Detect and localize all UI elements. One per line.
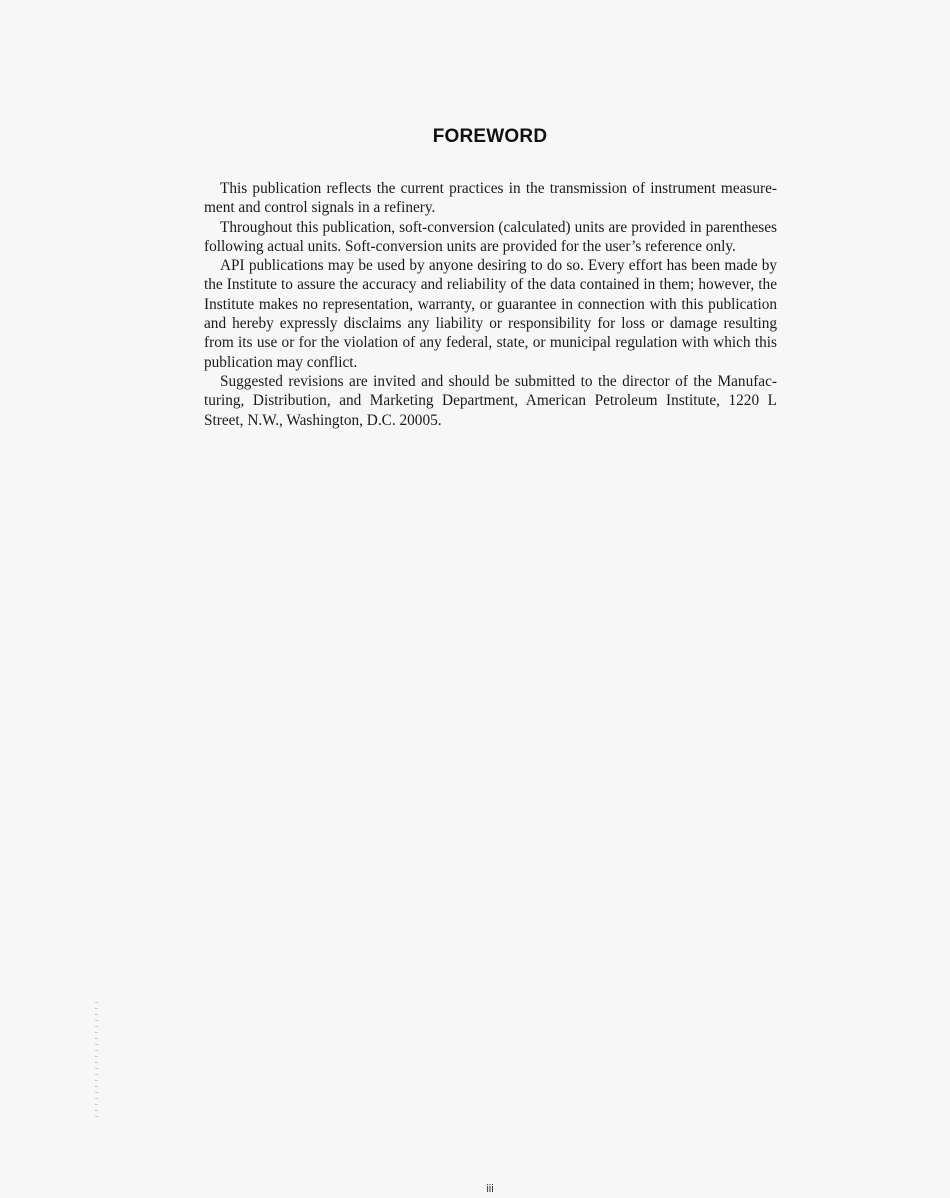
foreword-body	[204, 179, 777, 430]
paragraph-revisions: Suggested revisions are invited and should be submitted to the director of the Manufacturing, Distribution, and Marketing Department, American Petroleum Institute, 1220 L Street, N.W., Washington, D.C. 20005.	[204, 372, 777, 429]
page-title: FOREWORD	[432, 126, 548, 147]
page-number: iii	[486, 1183, 494, 1195]
paragraph-scope: This publication reflects the current practices in the transmission of instrument measurement and control signals in a refinery.	[204, 180, 777, 217]
paragraph-disclaimer: API publications may be used by anyone desiring to do so. Every effort has been made by the Institute to assure the accuracy and reliability of the data contained in them; however, the Institute makes no representation, warranty, or guarantee in connection with this publication and hereby expressly disclaims any liability or responsibility for loss or damage resulting from its use or for the violation of any federal, state, or municipal regulation with which this publication may conflict.	[204, 257, 777, 371]
scan-artifact-marks	[95, 1002, 98, 1122]
paragraph-units: Throughout this publication, soft-conversion (calculated) units are provided in parentheses following actual units. Soft-conversion units are provided for the user’s reference only.	[204, 218, 777, 255]
